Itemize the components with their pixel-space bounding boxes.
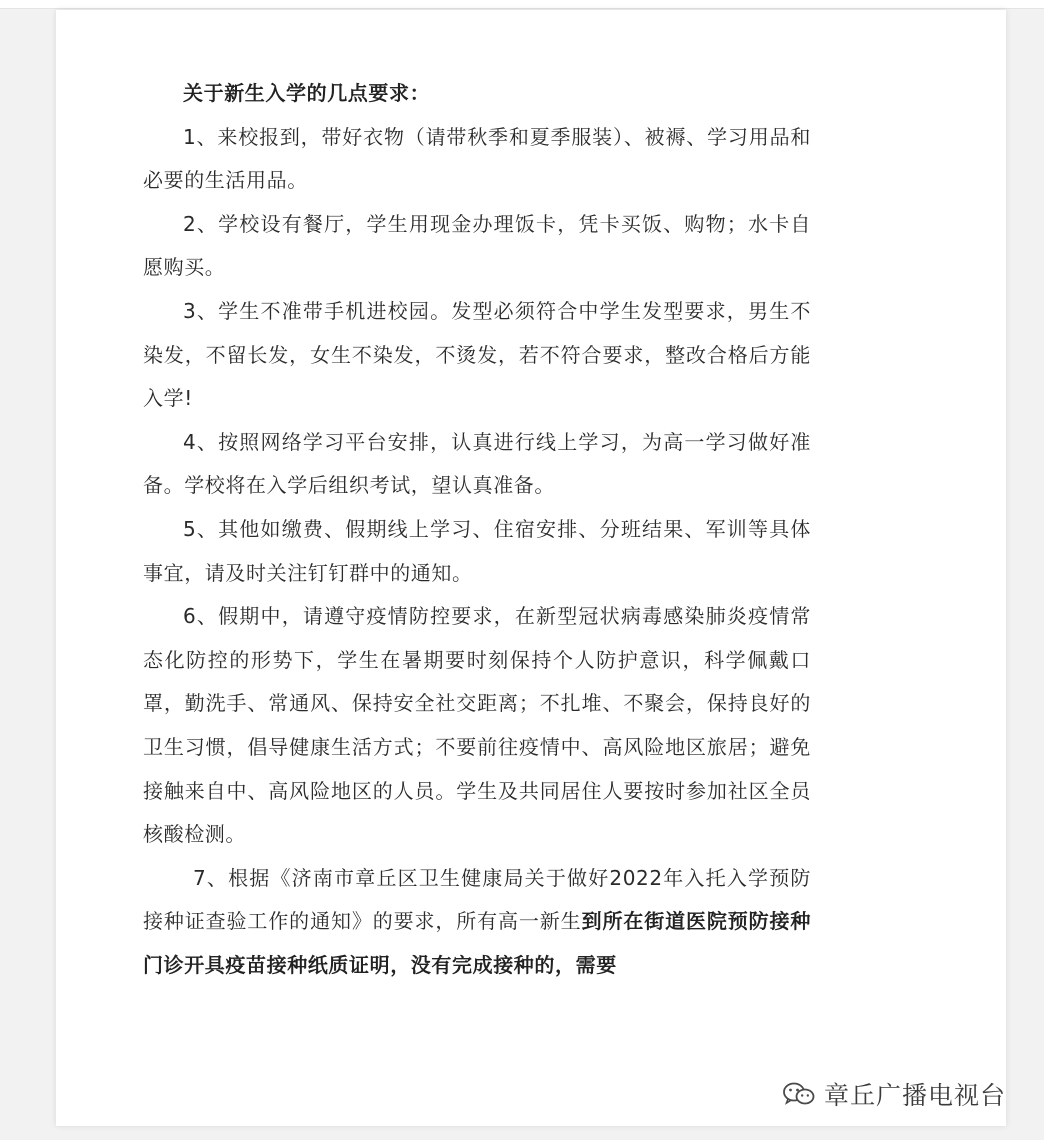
requirement-item-3: 3、学生不准带手机进校园。发型必须符合中学生发型要求，男生不染发，不留长发，女生不染发，不烫发，若不符合要求，整改合格后方能入学! (143, 298, 811, 411)
requirement-item-4: 4、按照网络学习平台安排，认真进行线上学习，为高一学习做好准备。学校将在入学后组织考试，望认真准备。 (143, 429, 811, 498)
requirement-item-7-bold: 到所在街道医院预防接种门诊开具疫苗接种纸质证明，没有完成接种的，需要 (143, 909, 811, 977)
requirement-item-2: 2、学校设有餐厅，学生用现金办理饭卡，凭卡买饭、购物；水卡自愿购买。 (143, 211, 811, 280)
requirement-item-7-text: 7、根据《济南市章丘区卫生健康局关于做好2022年入托入学预防接种证查验工作的通知》的要求，所有高一新生 (143, 865, 811, 934)
top-divider (0, 0, 1044, 9)
requirement-item-5: 5、其他如缴费、假期线上学习、住宿安排、分班结果、军训等具体事宜，请及时关注钉钉群中的通知。 (143, 516, 811, 585)
requirement-item-1: 1、来校报到，带好衣物（请带秋季和夏季服装）、被褥、学习用品和必要的生活用品。 (143, 124, 811, 193)
requirement-item-6: 6、假期中，请遵守疫情防控要求，在新型冠状病毒感染肺炎疫情常态化防控的形势下，学生在暑期要时刻保持个人防护意识，科学佩戴口罩，勤洗手、常通风、保持安全社交距离；不扎堆、不聚会，保持良好的卫生习惯，倡导健康生活方式；不要前往疫情中、高风险地区旅居；避免接触来自中、高风险地区的人员。学生及共同居住人要按时参加社区全员核酸检测。 (143, 604, 811, 847)
document-title: 关于新生入学的几点要求： (183, 81, 431, 105)
channel-watermark (782, 1076, 1006, 1112)
requirement-item-7 (143, 857, 811, 988)
watermark-text: 章丘广播电视台 (823, 1081, 1006, 1110)
document-content (143, 72, 811, 987)
wechat-channel-icon (782, 1081, 816, 1107)
